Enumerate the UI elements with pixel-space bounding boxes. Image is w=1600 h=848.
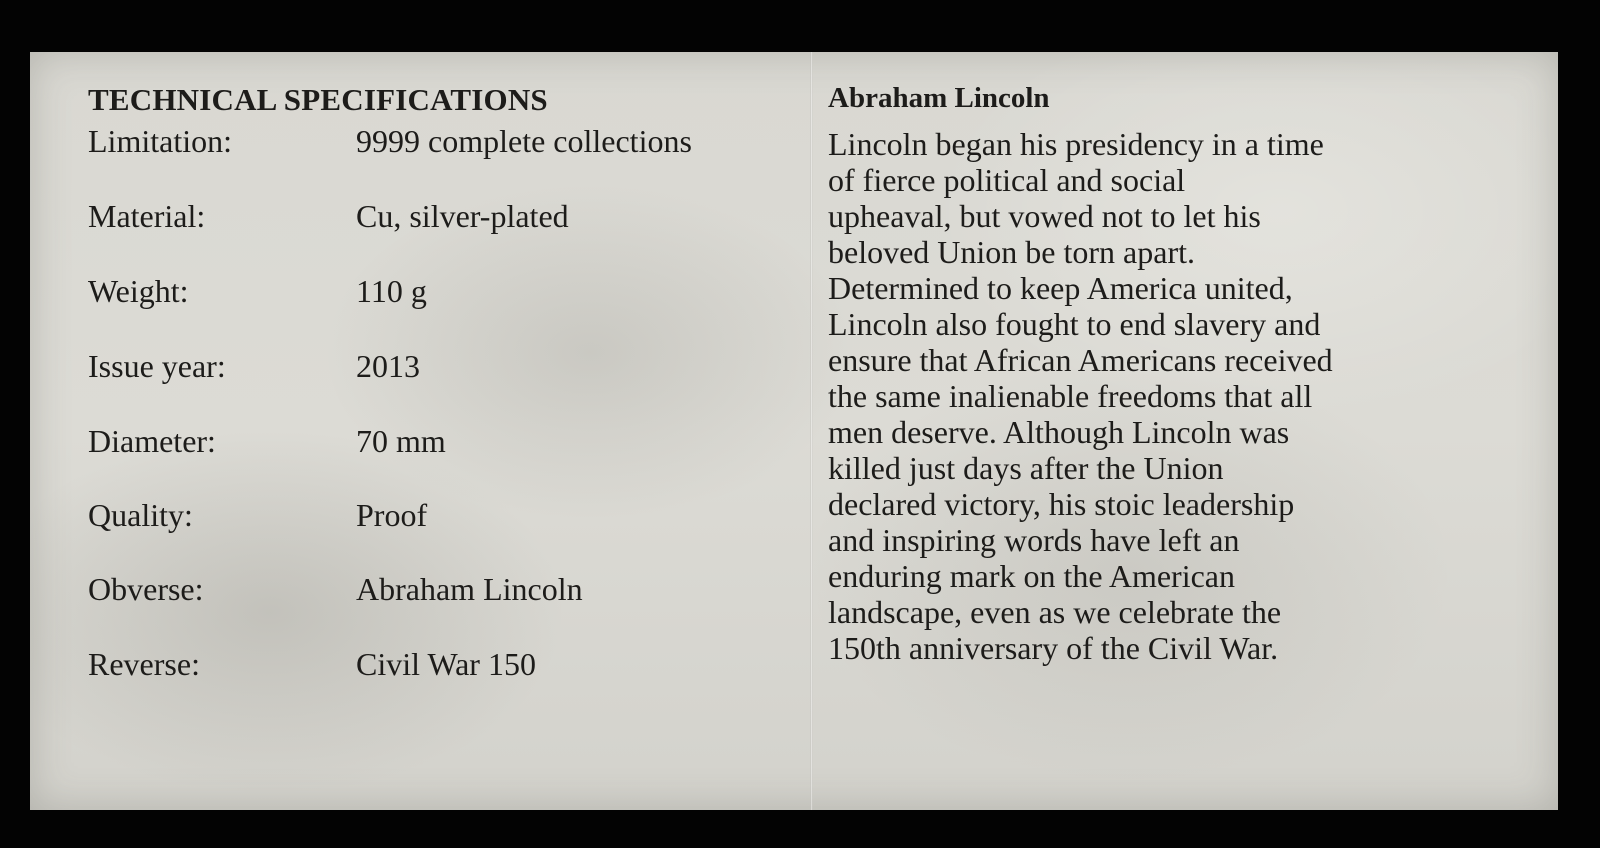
biography-line: of fierce political and social: [828, 162, 1186, 198]
spec-value: 2013: [356, 348, 420, 384]
biography-text: [828, 126, 1528, 666]
biography-title: Abraham Lincoln: [828, 82, 1050, 114]
biography-line: ensure that African Americans received: [828, 342, 1333, 378]
spec-label: Diameter:: [88, 423, 216, 459]
spec-value: 70 mm: [356, 423, 446, 459]
biography-line: enduring mark on the American: [828, 558, 1235, 594]
spec-label: Obverse:: [88, 571, 204, 607]
certificate-card: [30, 52, 1558, 810]
spec-value: Civil War 150: [356, 646, 536, 682]
spec-label: Limitation:: [88, 123, 232, 159]
fold-line: [810, 52, 813, 810]
spec-value: 9999 complete collections: [356, 123, 692, 159]
spec-row-diameter: [88, 421, 788, 461]
spec-label: Weight:: [88, 273, 189, 309]
spec-row-weight: [88, 271, 788, 311]
biography-line: declared victory, his stoic leadership: [828, 486, 1295, 522]
spec-row-quality: [88, 495, 788, 535]
biography-line: beloved Union be torn apart.: [828, 234, 1195, 270]
spec-value: Abraham Lincoln: [356, 571, 583, 607]
spec-row-reverse: [88, 644, 788, 684]
spec-label: Quality:: [88, 497, 193, 533]
biography-line: Lincoln began his presidency in a time: [828, 126, 1324, 162]
spec-value: 110 g: [356, 273, 427, 309]
biography-line: men deserve. Although Lincoln was: [828, 414, 1290, 450]
biography-line: the same inalienable freedoms that all: [828, 378, 1313, 414]
biography-line: 150th anniversary of the Civil War.: [828, 630, 1279, 666]
biography-line: landscape, even as we celebrate the: [828, 594, 1282, 630]
biography-line: upheaval, but vowed not to let his: [828, 198, 1261, 234]
spec-value: Proof: [356, 497, 428, 533]
spec-label: Reverse:: [88, 646, 200, 682]
spec-row-issue-year: [88, 346, 788, 386]
specifications-title: TECHNICAL SPECIFICATIONS: [88, 82, 548, 117]
biography-line: Determined to keep America united,: [828, 270, 1293, 306]
spec-label: Material:: [88, 198, 206, 234]
biography-line: Lincoln also fought to end slavery and: [828, 306, 1321, 342]
spec-value: Cu, silver-plated: [356, 198, 569, 234]
biography-line: killed just days after the Union: [828, 450, 1224, 486]
spec-row-obverse: [88, 569, 788, 609]
biography-line: and inspiring words have left an: [828, 522, 1240, 558]
spec-label: Issue year:: [88, 348, 226, 384]
spec-row-material: [88, 196, 788, 236]
spec-row-limitation: [88, 121, 788, 161]
